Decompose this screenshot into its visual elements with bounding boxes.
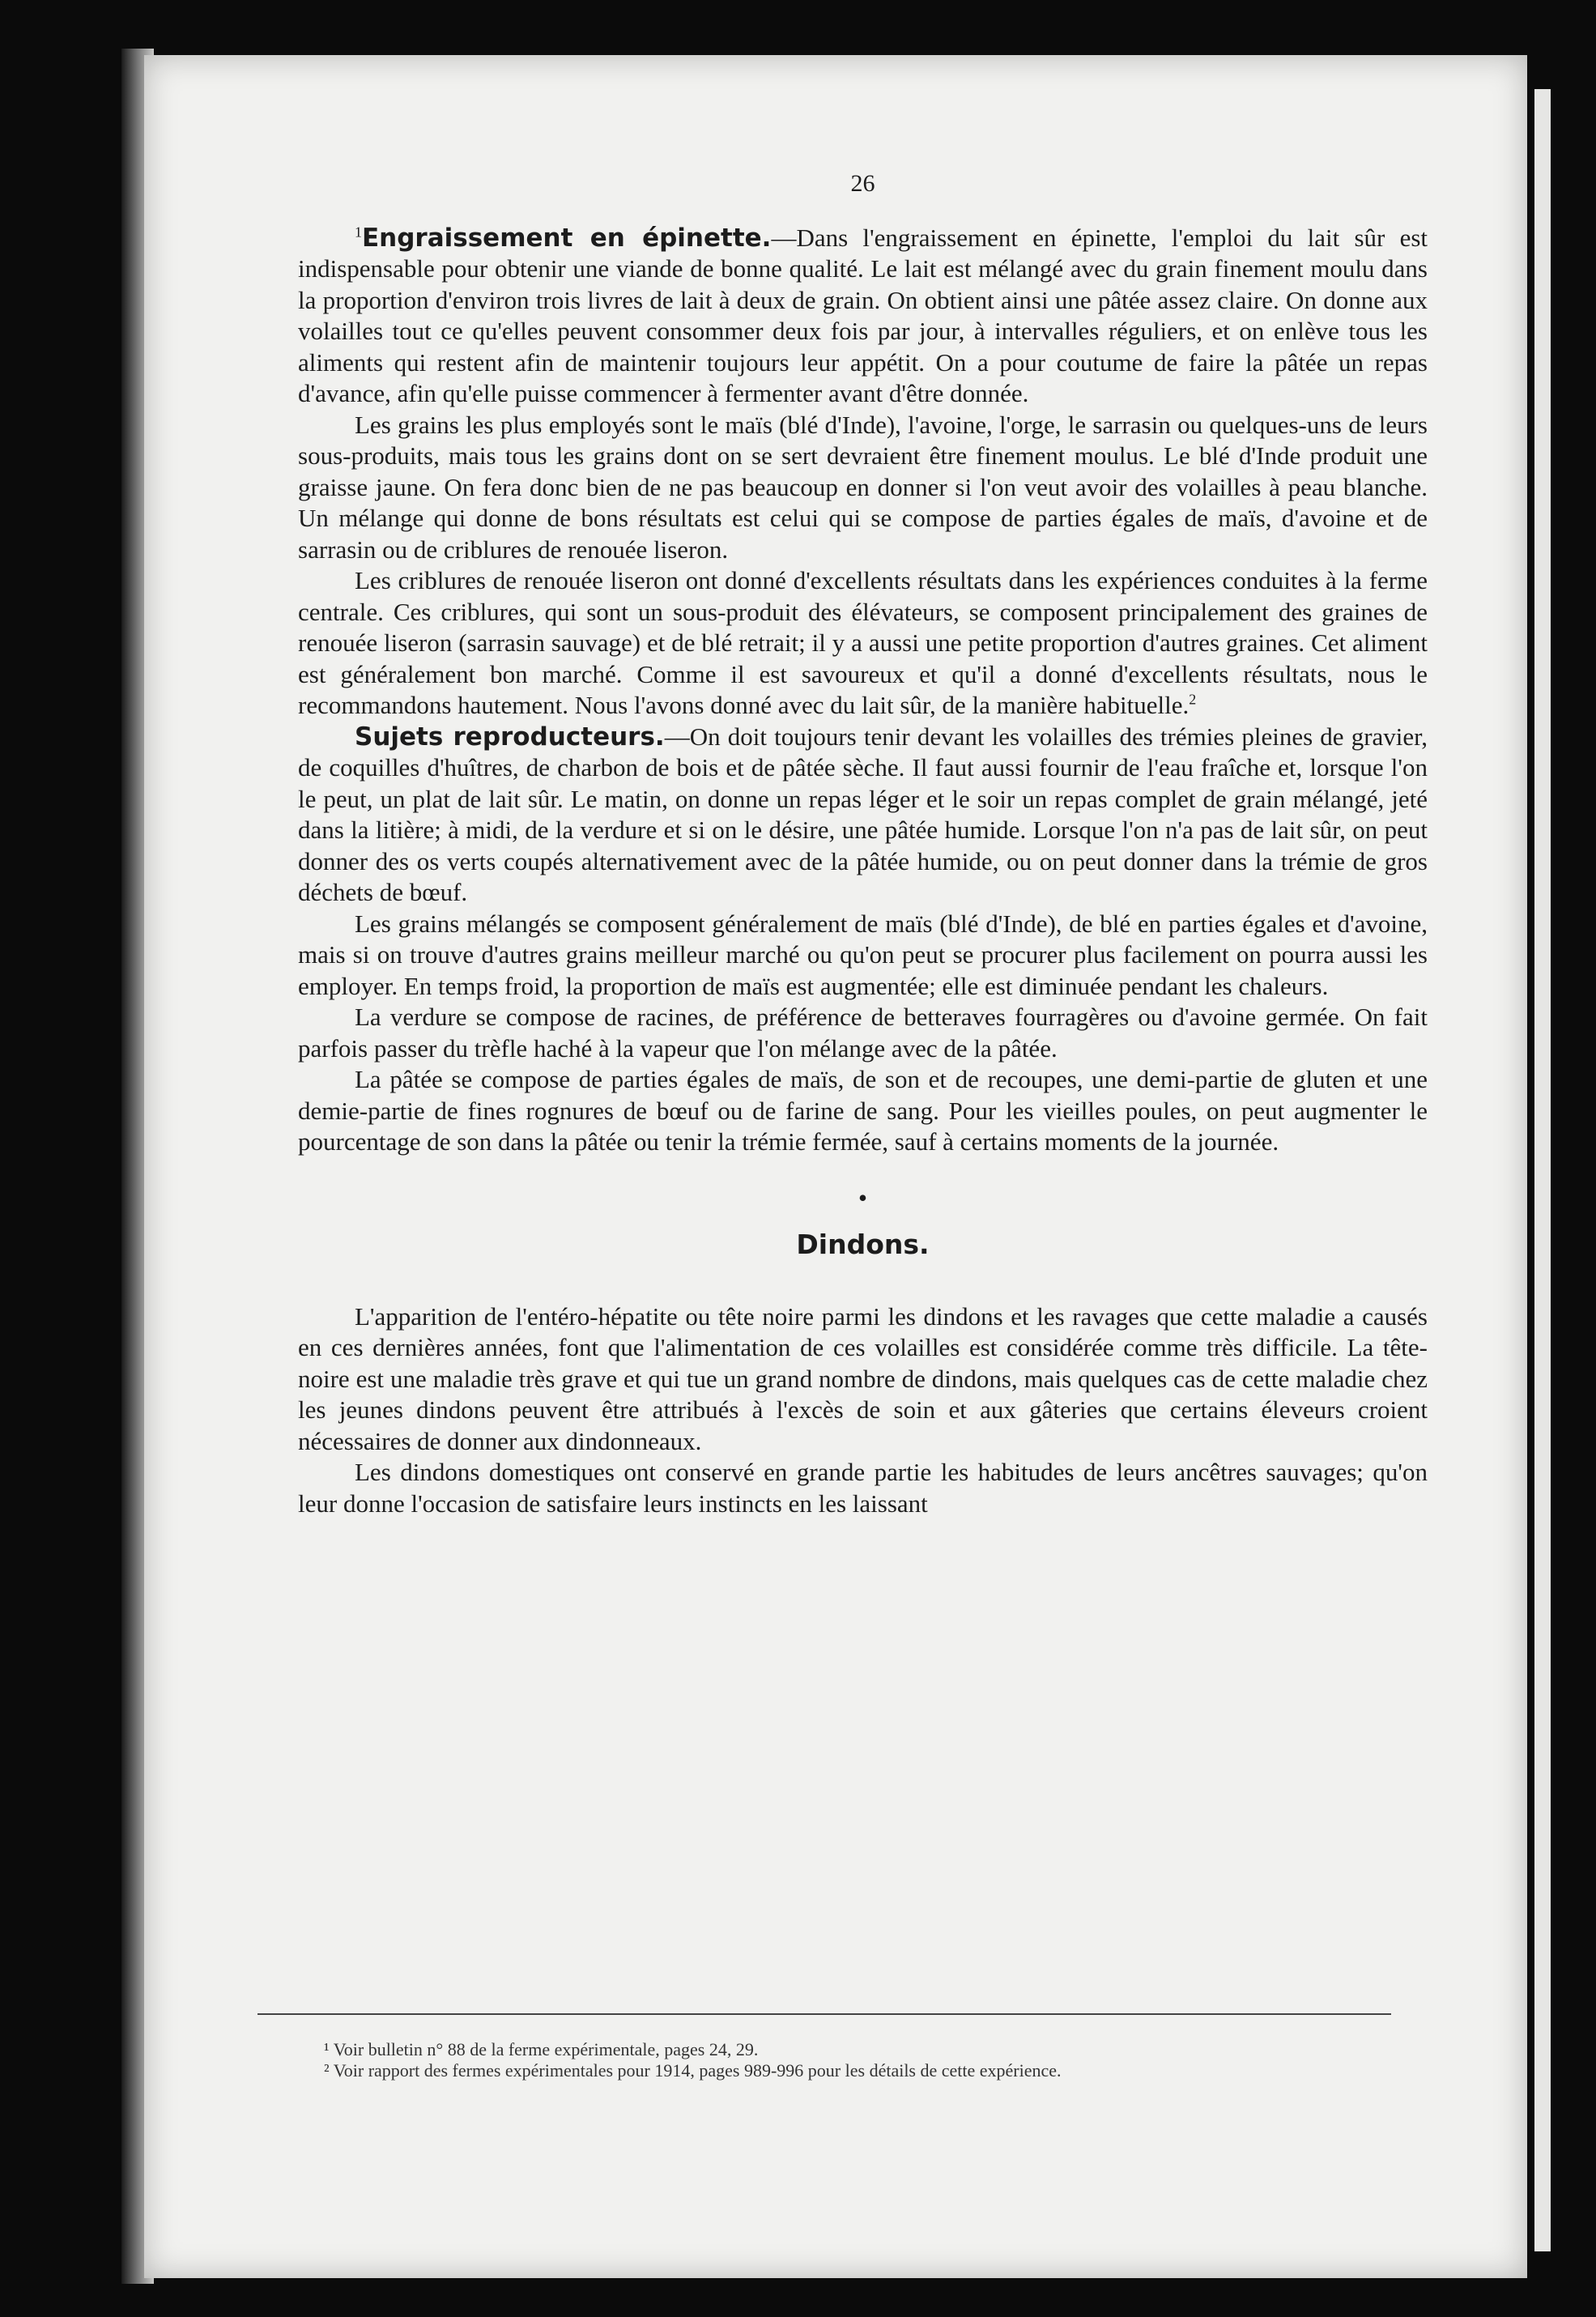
footnote-marker-1: 1 [355,224,362,241]
sujets-paragraph-2: Les grains mélangés se composent généralement de maïs (blé d'Inde), de blé en parties égales et d'avoine, mais si on trouve d'autres grains meilleur marché ou qu'on peut se procurer plus facilement on pourra aussi les employer. En temps froid, la proportion de maïs est augmentée; elle est diminuée pendant les chaleurs. [298,909,1428,1000]
sujets-paragraph-1 [298,722,1428,909]
footnote-marker-2: 2 [1189,691,1197,708]
engraissement-paragraph-1 [298,223,1428,410]
page-number: 26 [850,170,875,197]
sujets-paragraph-3: La verdure se compose de racines, de préférence de betteraves fourragères ou d'avoine germée. On fait parfois passer du trèfle haché à la vapeur que l'on mélange avec de la pâtée. [298,1003,1428,1063]
footnotes [324,2039,1458,2081]
footnote-2: ² Voir rapport des fermes expérimentales pour 1914, pages 989-996 pour les détails de cette expérience. [324,2060,1062,2081]
dindons-title: Dindons. [796,1229,930,1260]
engraissement-paragraph-3 [298,565,1428,722]
section-separator-bullet: • [858,1182,868,1212]
sujets-heading: Sujets reproducteurs. [355,722,665,752]
engraissement-paragraph-2: Les grains les plus employés sont le maïs (blé d'Inde), l'avoine, l'orge, le sarrasin ou quelques-uns de leurs sous-produits, mais tous les grains dont on se sert devraient être finement moulus. Le blé d'Inde produit une graisse jaune. On fera donc bien de ne pas beaucoup en donner si l'on veut avoir des volailles à peau blanche. Un mélange qui donne de bons résultats est celui qui se compose de parties égales de maïs, d'avoine et de sarrasin ou de criblures de renouée liseron. [298,410,1428,564]
sujets-text-1: —On doit toujours tenir devant les volailles des trémies pleines de gravier, de coquilles d'huîtres, de charbon de bois et de pâtée sèche. Il faut aussi fournir de l'eau fraîche et, lorsque l'on le peut, un plat de lait sûr. Le matin, on donne un repas léger et le soir un repas complet de grain mélangé, jeté dans la litière; à midi, de la verdure et si on le désire, une pâtée humide. Lorsque l'on n'a pas de lait sûr, on peut donner des os verts coupés alternativement avec de la pâtée humide, ou on peut donner dans la trémie de gros déchets de bœuf. [298,722,1428,906]
footnote-divider [257,2013,1391,2015]
dindons-paragraph-2: Les dindons domestiques ont conservé en grande partie les habitudes de leurs ancêtres sauvages; qu'on leur donne l'occasion de satisfaire leurs instincts en les laissant [298,1458,1428,1518]
engraissement-text-3: Les criblures de renouée liseron ont donné d'excellents résultats dans les expériences conduites à la ferme centrale. Ces criblures, qui sont un sous-produit des élévateurs, se composent principalement des graines de renouée liseron (sarrasin sauvage) et de blé retrait; il y a aussi une petite proportion d'autres graines. Cet aliment est généralement bon marché. Comme il est savoureux et qu'il a donné d'excellents résultats, nous le recommandons hautement. Nous l'avons donné avec du lait sûr, de la manière habituelle. [298,566,1428,719]
footnote-1: ¹ Voir bulletin n° 88 de la ferme expérimentale, pages 24, 29. [324,2039,759,2059]
engraissement-heading: Engraissement en épinette. [362,223,772,253]
scanned-page [144,55,1527,2278]
page-body [298,168,1428,1519]
sujets-paragraph-4: La pâtée se compose de parties égales de maïs, de son et de recoupes, une demi-partie de gluten et une demie-partie de fines rognures de bœuf ou de farine de sang. Pour les vieilles poules, on peut augmenter le pourcentage de son dans la pâtée ou tenir la trémie fermée, sauf à certains moments de la journée. [298,1065,1428,1156]
engraissement-text-1: —Dans l'engraissement en épinette, l'emploi du lait sûr est indispensable pour obtenir une viande de bonne qualité. Le lait est mélangé avec du grain finement moulu dans la proportion d'environ trois livres de lait à deux de grain. On obtient ainsi une pâtée assez claire. On donne aux volailles tout ce qu'elles peuvent consommer deux fois par jour, à intervalles réguliers, et on enlève tous les aliments qui restent afin de maintenir toujours leur appétit. On a pour coutume de faire la pâtée un repas d'avance, afin qu'elle puisse commencer à fermenter avant d'être donnée. [298,223,1428,407]
next-page-edge [1534,89,1551,2251]
dindons-paragraph-1: L'apparition de l'entéro-hépatite ou tête noire parmi les dindons et les ravages que cette maladie a causés en ces dernières années, font que l'alimentation de ces volailles est considérée comme très difficile. La tête-noire est une maladie très grave et qui tue un grand nombre de dindons, mais quelques cas de cette maladie chez les jeunes dindons peuvent être attribués à l'excès de soin et aux gâteries que certains éleveurs croient nécessaires de donner aux dindonneaux. [298,1301,1428,1455]
